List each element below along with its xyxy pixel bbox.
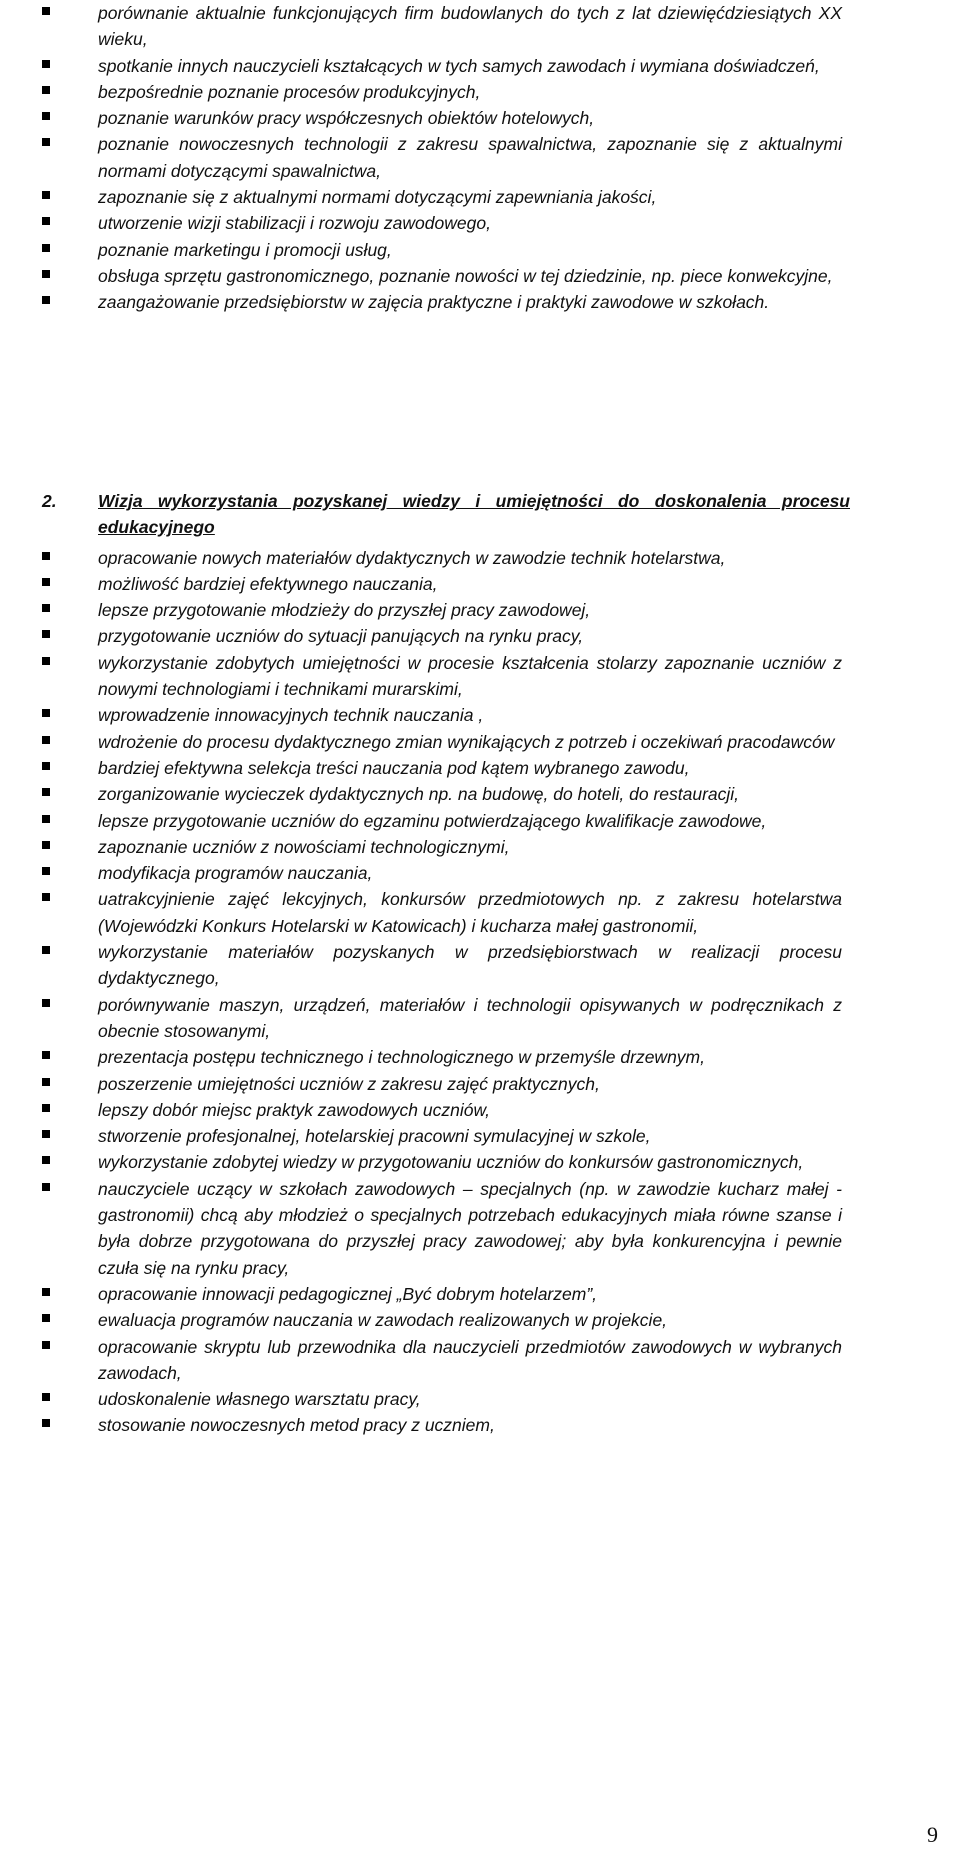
square-bullet-icon (42, 60, 50, 68)
section-heading (0, 488, 850, 541)
square-bullet-icon (42, 578, 50, 586)
list-item (0, 79, 850, 105)
list-item (0, 886, 850, 939)
list-item (0, 571, 850, 597)
square-bullet-icon (42, 867, 50, 875)
list-item-text: ewaluacja programów nauczania w zawodach realizowanych w projekcie, (98, 1310, 668, 1331)
list-item-text: poznanie marketingu i promocji usług, (98, 239, 392, 260)
list-item-text: bardziej efektywna selekcja treści nauczania pod kątem wybranego zawodu, (98, 757, 690, 778)
square-bullet-icon (42, 1104, 50, 1112)
list-item-text: zorganizowanie wycieczek dydaktycznych np. na budowę, do hoteli, do restauracji, (98, 784, 740, 805)
list-item-text: lepsze przygotowanie uczniów do egzaminu potwierdzającego kwalifikacje zawodowe, (98, 810, 767, 831)
list-item-text: opracowanie skryptu lub przewodnika dla nauczycieli przedmiotów zawodowych w wybranych zawodach, (98, 1336, 842, 1383)
list-item (0, 1176, 850, 1281)
list-item-text: lepszy dobór miejsc praktyk zawodowych uczniów, (98, 1099, 490, 1120)
square-bullet-icon (42, 244, 50, 252)
square-bullet-icon (42, 709, 50, 717)
list-item-text: poszerzenie umiejętności uczniów z zakresu zajęć praktycznych, (98, 1073, 600, 1094)
bullet-list-section-2 (0, 545, 960, 1439)
square-bullet-icon (42, 86, 50, 94)
list-item-text: wykorzystanie materiałów pozyskanych w przedsiębiorstwach w realizacji procesu dydaktycznego, (98, 942, 842, 989)
square-bullet-icon (42, 657, 50, 665)
square-bullet-icon (42, 1051, 50, 1059)
list-item (0, 1307, 850, 1333)
list-item (0, 1334, 850, 1387)
list-item (0, 729, 850, 755)
square-bullet-icon (42, 999, 50, 1007)
list-item (0, 1071, 850, 1097)
list-item (0, 263, 850, 289)
list-item (0, 808, 850, 834)
square-bullet-icon (42, 762, 50, 770)
list-item-text: wprowadzenie innowacyjnych technik nauczania , (98, 705, 484, 726)
list-item (0, 939, 850, 992)
list-item (0, 53, 850, 79)
list-item (0, 623, 850, 649)
list-item (0, 1097, 850, 1123)
list-item-text: utworzenie wizji stabilizacji i rozwoju zawodowego, (98, 213, 491, 234)
list-item (0, 650, 850, 703)
square-bullet-icon (42, 138, 50, 146)
square-bullet-icon (42, 815, 50, 823)
list-item-text: uatrakcyjnienie zajęć lekcyjnych, konkursów przedmiotowych np. z zakresu hotelarstwa (Wojewódzki Konkurs Hotelarski w Katowicach) i kucharza małej gastronomii, (98, 889, 842, 936)
list-item (0, 105, 850, 131)
section-heading-text: Wizja wykorzystania pozyskanej wiedzy i umiejętności do doskonalenia procesu edukacyjnego (98, 491, 850, 538)
list-item-text: porównywanie maszyn, urządzeń, materiałów i technologii opisywanych w podręcznikach z obecnie stosowanymi, (98, 994, 842, 1041)
list-item (0, 1412, 850, 1438)
list-item-text: możliwość bardziej efektywnego nauczania, (98, 573, 438, 594)
list-item-text: wdrożenie do procesu dydaktycznego zmian wynikających z potrzeb i oczekiwań pracodawców (98, 731, 835, 752)
list-item (0, 755, 850, 781)
list-item (0, 1123, 850, 1149)
list-item-text: poznanie warunków pracy współczesnych obiektów hotelowych, (98, 108, 595, 129)
square-bullet-icon (42, 893, 50, 901)
list-item-text: zapoznanie uczniów z nowościami technologicznymi, (98, 836, 510, 857)
square-bullet-icon (42, 296, 50, 304)
section-2 (0, 488, 960, 1439)
list-item-text: udoskonalenie własnego warsztatu pracy, (98, 1389, 421, 1410)
square-bullet-icon (42, 736, 50, 744)
list-item-text: zaangażowanie przedsiębiorstw w zajęcia praktyczne i praktyki zawodowe w szkołach. (98, 292, 770, 313)
list-item-text: poznanie nowoczesnych technologii z zakresu spawalnictwa, zapoznanie się z aktualnymi normami dotyczącymi spawalnictwa, (98, 134, 842, 181)
square-bullet-icon (42, 1314, 50, 1322)
list-item (0, 992, 850, 1045)
list-item (0, 545, 850, 571)
list-item-text: wykorzystanie zdobytych umiejętności w procesie kształcenia stolarzy zapoznanie uczniów z nowymi technologiami i technikami murarskimi, (98, 652, 842, 700)
list-item-text: lepsze przygotowanie młodzieży do przyszłej pracy zawodowej, (98, 600, 591, 621)
list-item (0, 834, 850, 860)
list-item-text: stworzenie profesjonalnej, hotelarskiej pracowni symulacyjnej w szkole, (98, 1126, 651, 1147)
square-bullet-icon (42, 112, 50, 120)
list-item-text: nauczyciele uczący w szkołach zawodowych – specjalnych (np. w zawodzie kucharz małej -gastronomii) chcą aby młodzież o specjalnych potrzebach edukacyjnych miała równe szanse i była dobrze przygotowana do przyszłej pracy zawodowej; aby była konkurencyjna i pewnie czuła się na rynku pracy, (98, 1178, 842, 1278)
square-bullet-icon (42, 1419, 50, 1427)
section-number: 2. (42, 491, 57, 511)
list-item (0, 237, 850, 263)
list-item (0, 597, 850, 623)
list-item-text: przygotowanie uczniów do sytuacji panujących na rynku pracy, (98, 626, 584, 647)
list-item (0, 210, 850, 236)
list-item-text: opracowanie nowych materiałów dydaktycznych w zawodzie technik hotelarstwa, (98, 547, 726, 568)
square-bullet-icon (42, 788, 50, 796)
list-item (0, 1281, 850, 1307)
list-item (0, 1386, 850, 1412)
list-item-text: zapoznanie się z aktualnymi normami dotyczącymi zapewniania jakości, (98, 187, 657, 208)
square-bullet-icon (42, 1393, 50, 1401)
square-bullet-icon (42, 7, 50, 15)
list-item (0, 0, 850, 53)
square-bullet-icon (42, 270, 50, 278)
list-item (0, 289, 850, 315)
list-item (0, 1044, 850, 1070)
list-item-text: spotkanie innych nauczycieli kształcących w tych samych zawodach i wymiana doświadczeń, (98, 55, 820, 76)
square-bullet-icon (42, 1156, 50, 1164)
list-item-text: stosowanie nowoczesnych metod pracy z uczniem, (98, 1415, 495, 1436)
page-number: 9 (927, 1822, 938, 1847)
list-item (0, 781, 850, 807)
square-bullet-icon (42, 841, 50, 849)
list-item (0, 702, 850, 728)
list-item-text: wykorzystanie zdobytej wiedzy w przygotowaniu uczniów do konkursów gastronomicznych, (98, 1152, 804, 1173)
square-bullet-icon (42, 1288, 50, 1296)
square-bullet-icon (42, 604, 50, 612)
bullet-list-intro (0, 0, 850, 316)
square-bullet-icon (42, 1130, 50, 1138)
square-bullet-icon (42, 191, 50, 199)
square-bullet-icon (42, 1341, 50, 1349)
square-bullet-icon (42, 552, 50, 560)
list-item-text: modyfikacja programów nauczania, (98, 863, 373, 884)
list-item (0, 184, 850, 210)
square-bullet-icon (42, 1183, 50, 1191)
square-bullet-icon (42, 217, 50, 225)
list-item-text: bezpośrednie poznanie procesów produkcyjnych, (98, 81, 481, 102)
square-bullet-icon (42, 946, 50, 954)
list-item-text: prezentacja postępu technicznego i technologicznego w przemyśle drzewnym, (98, 1047, 705, 1068)
list-item-text: opracowanie innowacji pedagogicznej „Być dobrym hotelarzem”, (98, 1283, 598, 1304)
square-bullet-icon (42, 1078, 50, 1086)
square-bullet-icon (42, 630, 50, 638)
list-item-text: obsługa sprzętu gastronomicznego, poznanie nowości w tej dziedzinie, np. piece konwekcyjne, (98, 265, 833, 286)
list-item (0, 131, 850, 184)
list-item-text: porównanie aktualnie funkcjonujących firm budowlanych do tych z lat dziewięćdziesiątych XX wieku, (98, 3, 842, 50)
list-item (0, 1149, 850, 1175)
list-item (0, 860, 850, 886)
